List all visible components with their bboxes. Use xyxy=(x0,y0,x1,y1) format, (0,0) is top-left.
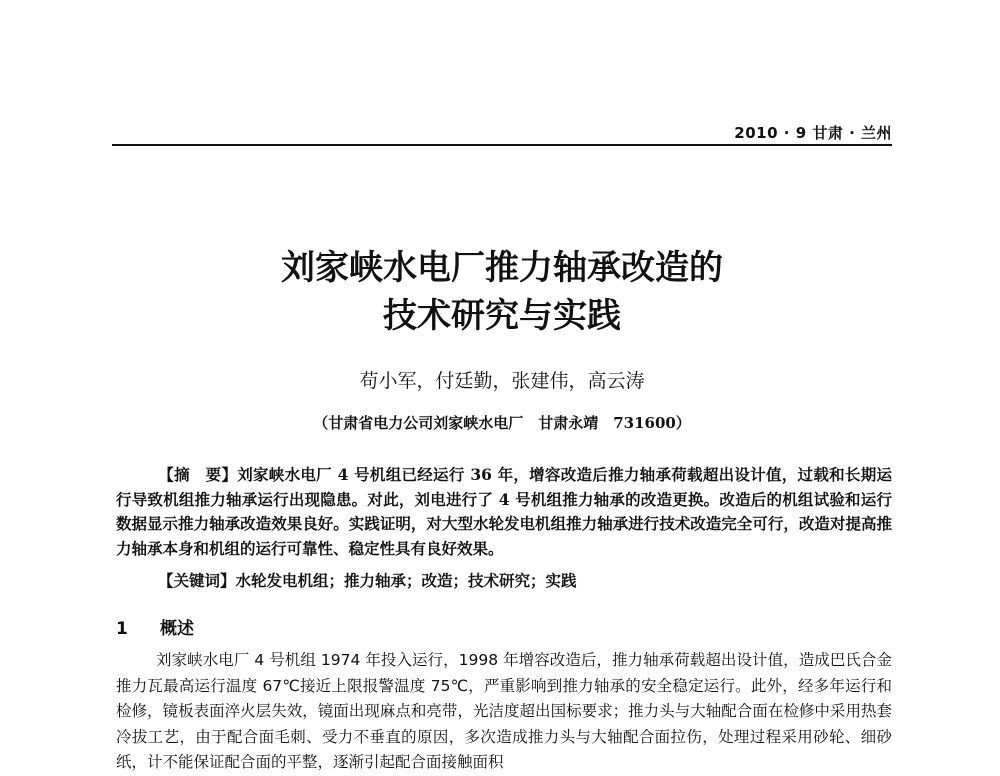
section-title: 概述 xyxy=(160,619,194,639)
section-heading xyxy=(116,614,194,639)
section-body-text: 刘家峡水电厂 4 号机组 1974 年投入运行，1998 年增容改造后，推力轴承荷载超出设计值，造成巴氏合金推力瓦最高运行温度 67℃接近上限报警温度 75℃，严重影响到推力轴承的安全稳定运行。此外，经多年运行和检修，镜板表面淬火层失效，镜面出现麻点和亮带，光洁度超出国标要求；推力头与大轴配合面在检修中采用热套冷拔工艺，由于配合面毛刺、受力不垂直的原因，多次造成推力头与大轴配合面拉伤，处理过程采用砂轮、细砂纸，计不能保证配合面的平整，逐渐引起配合面接触面积 xyxy=(116,651,892,771)
keywords-label: 【关键词】 xyxy=(158,571,236,590)
section-number: 1 xyxy=(116,619,128,639)
abstract xyxy=(116,463,892,561)
paper-title-line-2: 技术研究与实践 xyxy=(383,296,621,336)
author-list: 苟小军，付廷勤，张建伟，高云涛 xyxy=(359,370,645,392)
affiliation: （甘肃省电力公司刘家峡水电厂 甘肃永靖 731600） xyxy=(313,414,691,432)
header-rule xyxy=(112,144,892,146)
keywords-text: 水轮发电机组；推力轴承；改造；技术研究；实践 xyxy=(235,571,577,590)
abstract-text: 刘家峡水电厂 4 号机组已经运行 36 年，增容改造后推力轴承荷载超出设计值，过载和长期运行导致机组推力轴承运行出现隐患。对此，刘电进行了 4 号机组推力轴承的改造更换。改造后的机组试验和运行数据显示推力轴承改造效果良好。实践证明，对大型水轮发电机组推力轴承进行技术改造完全可行，改造对提高推力轴承本身和机组的运行可靠性、稳定性具有良好效果。 xyxy=(116,465,892,558)
keywords xyxy=(116,569,892,593)
abstract-label: 【摘 要】 xyxy=(158,465,238,484)
paper-title-line-1: 刘家峡水电厂推力轴承改造的 xyxy=(281,248,723,288)
running-header: 2010 · 9 甘肃 · 兰州 xyxy=(734,124,892,142)
section-body xyxy=(116,648,892,776)
